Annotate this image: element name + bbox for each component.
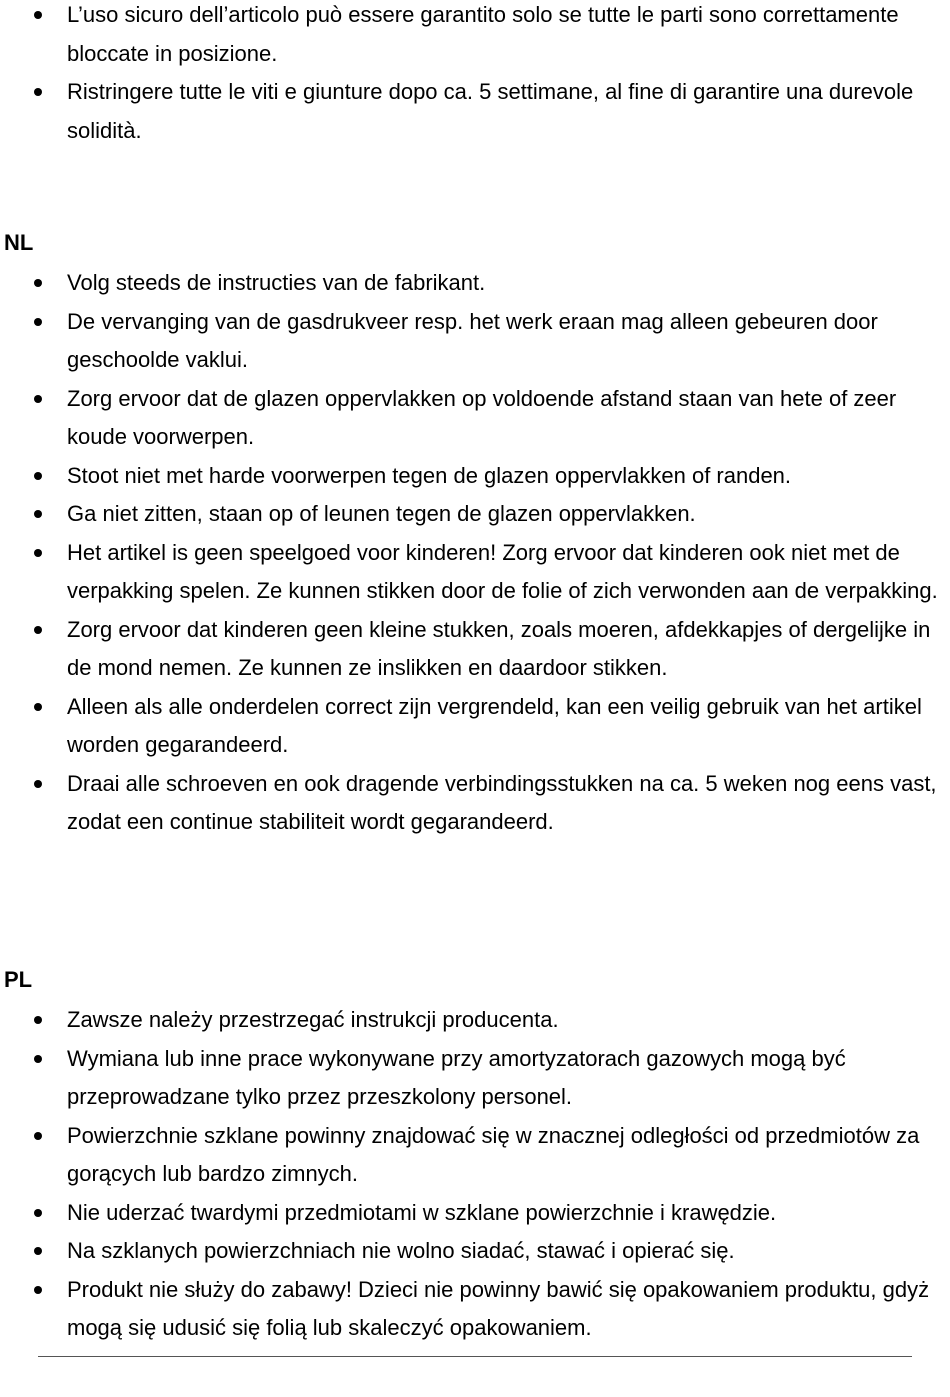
list-item-text: Wymiana lub inne prace wykonywane przy amortyzatorach gazowych mogą być przeprowadzane tylko przez przeszkolony personel. bbox=[67, 1045, 846, 1109]
bullet-icon bbox=[34, 1016, 42, 1024]
list-item-text: Volg steeds de instructies van de fabrikant. bbox=[67, 270, 486, 295]
list-item bbox=[0, 1194, 950, 1233]
bullet-icon bbox=[34, 1209, 42, 1217]
list-item-text: Alleen als alle onderdelen correct zijn vergrendeld, kan een veilig gebruik van het artikel worden gegarandeerd. bbox=[67, 693, 922, 757]
list-item-text: Ristringere tutte le viti e giunture dopo ca. 5 settimane, al fine di garantire una durevole solidità. bbox=[67, 79, 914, 143]
bullet-icon bbox=[34, 626, 42, 634]
bullet-icon bbox=[34, 472, 42, 480]
list-item-text: L’uso sicuro dell’articolo può essere garantito solo se tutte le parti sono correttamente bloccate in posizione. bbox=[67, 2, 899, 66]
section-heading-nl: NL bbox=[4, 230, 34, 255]
bullet-icon bbox=[34, 703, 42, 711]
list-item bbox=[0, 495, 950, 534]
bullet-icon bbox=[34, 510, 42, 518]
list-item bbox=[0, 73, 950, 150]
list-item bbox=[0, 380, 950, 457]
list-item bbox=[0, 0, 950, 73]
list-item bbox=[0, 264, 950, 303]
footer-divider bbox=[38, 1356, 912, 1357]
it-safety-list bbox=[0, 0, 950, 150]
list-item-text: Het artikel is geen speelgoed voor kinderen! Zorg ervoor dat kinderen ook niet met de verpakking spelen. Ze kunnen stikken door de folie of zich verwonden aan de verpakking. bbox=[67, 539, 938, 603]
bullet-icon bbox=[34, 11, 42, 19]
bullet-icon bbox=[34, 1286, 42, 1294]
bullet-icon bbox=[34, 1247, 42, 1255]
list-item-text: Nie uderzać twardymi przedmiotami w szklane powierzchnie i krawędzie. bbox=[67, 1199, 777, 1225]
section-heading-pl: PL bbox=[4, 967, 33, 992]
bullet-icon bbox=[34, 88, 42, 96]
bullet-icon bbox=[34, 780, 42, 788]
list-item-text: De vervanging van de gasdrukveer resp. het werk eraan mag alleen gebeuren door geschoolde vaklui. bbox=[67, 308, 878, 372]
bullet-icon bbox=[34, 1132, 42, 1140]
bullet-icon bbox=[34, 1055, 42, 1063]
list-item bbox=[0, 1040, 950, 1117]
list-item bbox=[0, 1232, 950, 1271]
list-item-text: Zawsze należy przestrzegać instrukcji producenta. bbox=[67, 1007, 559, 1032]
list-item-text: Stoot niet met harde voorwerpen tegen de glazen oppervlakken of randen. bbox=[67, 462, 792, 488]
nl-safety-list bbox=[0, 264, 950, 842]
bullet-icon bbox=[34, 279, 42, 287]
list-item-text: Produkt nie służy do zabawy! Dzieci nie powinny bawić się opakowaniem produktu, gdyż mogą się udusić się folią lub skaleczyć opakowaniem. bbox=[67, 1276, 930, 1340]
list-item bbox=[0, 534, 950, 611]
list-item bbox=[0, 457, 950, 496]
list-item-text: Zorg ervoor dat de glazen oppervlakken op voldoende afstand staan van hete of zeer koude voorwerpen. bbox=[67, 385, 897, 449]
list-item bbox=[0, 1001, 950, 1040]
list-item bbox=[0, 611, 950, 688]
list-item bbox=[0, 1271, 950, 1348]
bullet-icon bbox=[34, 395, 42, 403]
list-item bbox=[0, 1117, 950, 1194]
pl-safety-list bbox=[0, 1001, 950, 1348]
list-item bbox=[0, 303, 950, 380]
list-item-text: Powierzchnie szklane powinny znajdować się w znacznej odległości od przedmiotów za gorących lub bardzo zimnych. bbox=[67, 1122, 920, 1186]
list-item-text: Na szklanych powierzchniach nie wolno siadać, stawać i opierać się. bbox=[67, 1238, 735, 1263]
bullet-icon bbox=[34, 549, 42, 557]
list-item bbox=[0, 765, 950, 842]
list-item-text: Zorg ervoor dat kinderen geen kleine stukken, zoals moeren, afdekkapjes of dergelijke in de mond nemen. Ze kunnen ze inslikken en daardoor stikken. bbox=[67, 616, 931, 680]
list-item-text: Draai alle schroeven en ook dragende verbindingsstukken na ca. 5 weken nog eens vast, zodat een continue stabiliteit wordt gegarandeerd. bbox=[67, 770, 937, 834]
list-item-text: Ga niet zitten, staan op of leunen tegen de glazen oppervlakken. bbox=[67, 501, 696, 526]
bullet-icon bbox=[34, 318, 42, 326]
list-item bbox=[0, 688, 950, 765]
